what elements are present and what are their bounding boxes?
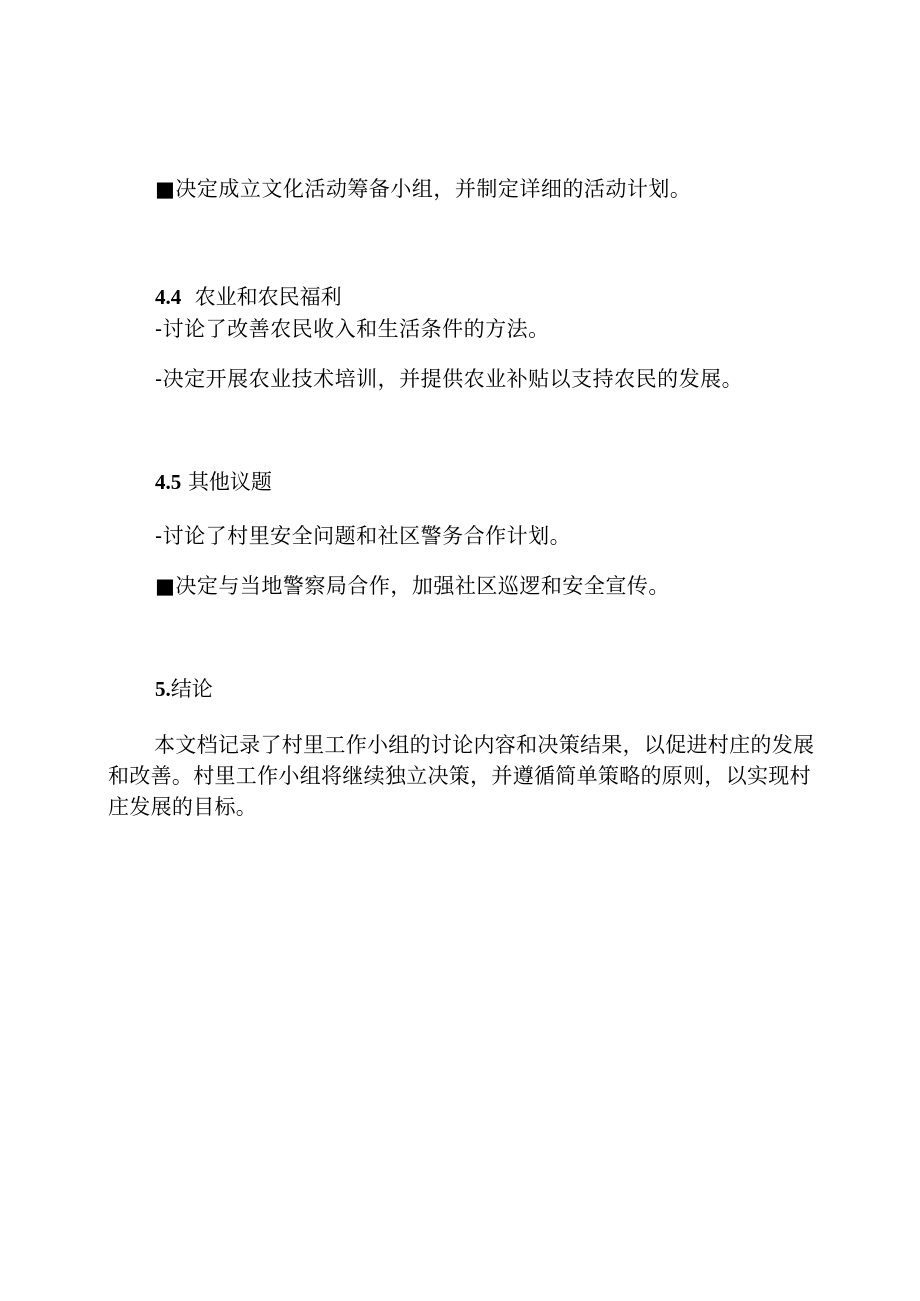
section-number: 5.: [155, 677, 171, 701]
section-heading-4-5: [155, 469, 272, 495]
section-number: 4.5: [155, 470, 182, 494]
decision-item-agri-training: -决定开展农业技术培训，并提供农业补贴以支持农民的发展。: [155, 367, 744, 391]
decision-item-police-cooperation: ■决定与当地警察局合作，加强社区巡逻和安全宣传。: [155, 574, 670, 598]
conclusion-paragraph: 本文档记录了村里工作小组的讨论内容和决策结果，以促进村庄的发展和改善。村里工作小组将继续独立决策，并遵循简单策略的原则，以实现村庄发展的目标。: [108, 733, 815, 819]
discussion-item-village-safety: -讨论了村里安全问题和社区警务合作计划。: [155, 524, 572, 548]
section-title: 农业和农民福利: [194, 285, 342, 309]
section-number: 4.4: [155, 285, 182, 309]
discussion-item-farmer-income: -讨论了改善农民收入和生活条件的方法。: [155, 317, 550, 341]
decision-item-cultural-committee: ■决定成立文化活动筹备小组，并制定详细的活动计划。: [155, 177, 692, 201]
section-title: 其他议题: [187, 470, 272, 494]
section-heading-5: [155, 676, 213, 702]
section-heading-4-4: [155, 284, 342, 310]
section-title: 结论: [170, 677, 213, 701]
